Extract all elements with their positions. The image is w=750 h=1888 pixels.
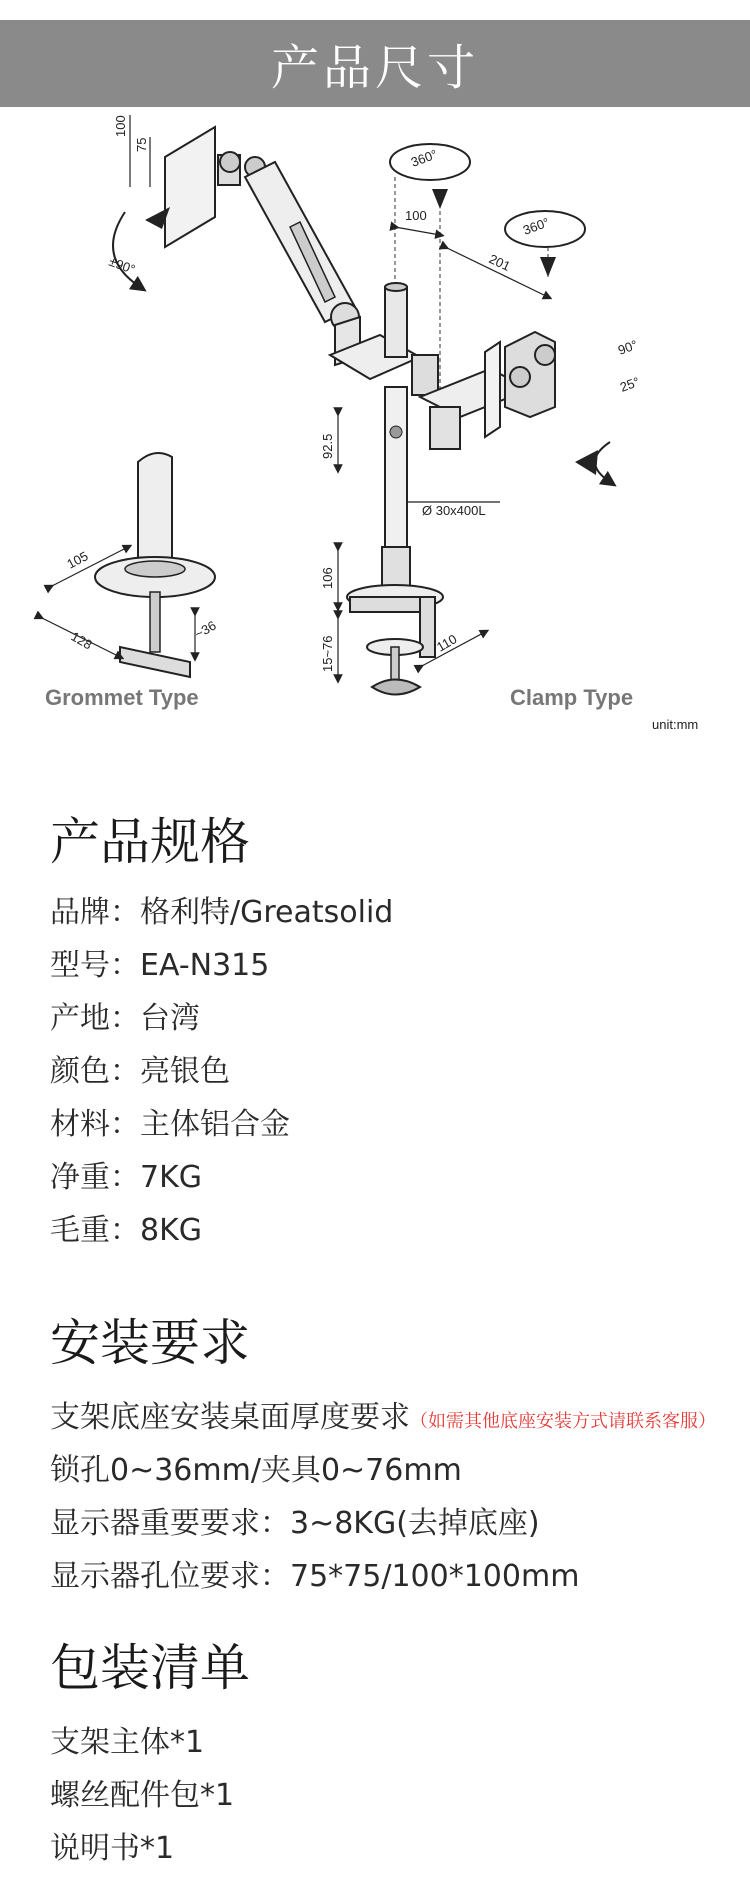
clamp-type-label: Clamp Type xyxy=(510,685,634,710)
dim-36: ~36 xyxy=(192,617,219,642)
dim-106: 106 xyxy=(320,567,335,589)
dim-100-vertical: 100 xyxy=(113,115,128,137)
dim-105: 105 xyxy=(64,548,91,572)
package-row-screws: 螺丝配件包*1 xyxy=(50,1778,235,1813)
clamp-base xyxy=(347,585,443,695)
install-row-range: 锁孔0~36mm/夹具0~76mm xyxy=(50,1453,462,1488)
spec-row-net-weight: 净重：7KG xyxy=(50,1160,203,1195)
install-heading: 安装要求 xyxy=(50,1314,250,1372)
spec-row-origin: 产地：台湾 xyxy=(50,1001,200,1036)
spec-row-color: 颜色：亮银色 xyxy=(50,1054,230,1089)
grommet-type-label: Grommet Type xyxy=(45,685,199,710)
package-heading: 包装清单 xyxy=(50,1639,250,1697)
dim-128: 128 xyxy=(68,628,95,653)
install-row-vesa: 显示器孔位要求：75*75/100*100mm xyxy=(50,1559,580,1594)
dim-100-horizontal: 100 xyxy=(405,208,427,223)
pole xyxy=(382,283,410,597)
section-title-bar xyxy=(0,20,750,107)
package-row-main: 支架主体*1 xyxy=(50,1725,205,1760)
spec-row-model: 型号：EA-N315 xyxy=(50,948,270,983)
specs-section xyxy=(50,813,730,871)
rotation-25: 25° xyxy=(617,373,642,395)
product-dimension-diagram xyxy=(0,107,750,747)
spec-row-material: 材料：主体铝合金 xyxy=(50,1107,290,1142)
dim-pole: Ø 30x400L xyxy=(422,503,486,518)
dim-15-76: 15~76 xyxy=(320,635,335,672)
spec-row-brand: 品牌：格利特/Greatsolid xyxy=(50,895,394,930)
package-section xyxy=(50,1639,730,1697)
grommet-base xyxy=(95,453,215,677)
rotation-360-left: 360° xyxy=(408,146,440,170)
dim-92-5: 92.5 xyxy=(320,433,335,459)
unit-label: unit:mm xyxy=(652,717,699,732)
install-thickness-text: 支架底座安装桌面厚度要求 xyxy=(50,1400,410,1435)
install-row-weight: 显示器重要要求：3~8KG(去掉底座) xyxy=(50,1506,540,1541)
spec-row-gross-weight: 毛重：8KG xyxy=(50,1213,203,1248)
rotation-90-right: 90° xyxy=(615,336,640,358)
dim-201: 201 xyxy=(486,251,513,274)
install-section xyxy=(50,1314,730,1372)
dim-75: 75 xyxy=(134,137,149,152)
monitor-arm-drawing xyxy=(0,107,750,747)
specs-heading: 产品规格 xyxy=(50,813,250,871)
install-contact-note: （如需其他底座安装方式请联系客服） xyxy=(410,1411,716,1432)
dim-110: 110 xyxy=(434,631,460,655)
page-title: 产品尺寸 xyxy=(270,40,479,96)
rotation-360-right: 360° xyxy=(520,214,552,238)
rotation-90-left: ±90° xyxy=(106,253,138,277)
install-row-thickness xyxy=(50,1400,730,1435)
right-vesa-plate xyxy=(485,332,555,437)
package-row-manual: 说明书*1 xyxy=(50,1831,175,1866)
